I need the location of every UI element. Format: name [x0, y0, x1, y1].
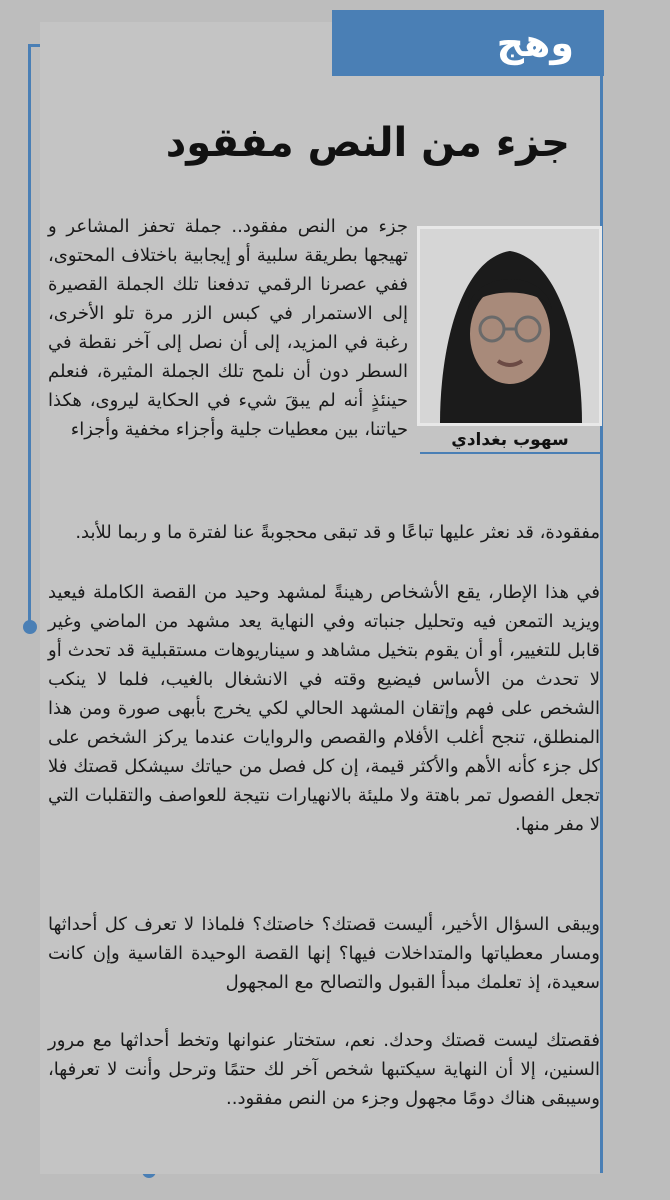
- article-paragraph-1: جزء من النص مفقود.. جملة تحفز المشاعر و تهيجها بطريقة سلبية أو إيجابية باختلاف المحتوى، ففي عصرنا الرقمي تدفعنا تلك الجملة القصيرة إلى الاستمرار في كبس الزر مرة تلو الأخرى، رغبة في المزيد، إلى أن نصل إلى آخر نقطة في السطر دون أن نلمح تلك الجملة المثيرة، فنعلم حينئذٍ أنه لم يبقَ شيء في الحكاية ليروى، هكذا حياتنا، بين معطيات جلية وأجزاء مخفية وأجزاء: [48, 216, 408, 440]
- frame-line-left: [28, 44, 31, 628]
- section-label: وهج: [496, 21, 574, 65]
- author-photo: [417, 226, 602, 426]
- article-paragraph-3: في هذا الإطار، يقع الأشخاص رهينةً لمشهد وحيد من القصة الكاملة فيعيد ويزيد التمعن فيه وتحليل جنباته وفي النهاية يعد مشهد من الماضي وغير قابل للتغيير، أو أن يقوم بتخيل مشاهد و سيناريوهات مستقبلية قد تحدث أو لا تحدث من الأساس فيضيع وقته في الانشغال بالغيب، فلما لا ينكب الشخص على فهم وإتقان المشهد الحالي لكي يخرج بأبهى صورة ومن هذا المنطلق، تنجح أغلب الأفلام والقصص والروايات عندما يركز الشخص على كل جزء كأنه الأهم والأكثر قيمة، إن كل فصل من حياتك سيشكل قصتك فلا تجعل الفصول تمر باهتة ولا مليئة بالانهيارات نتيجة للعواصف والتقلبات التي لا مفر منها.: [48, 582, 600, 835]
- author-name: سهوب بغدادي: [451, 430, 569, 450]
- article-paragraph-5: فقصتك ليست قصتك وحدك. نعم، ستختار عنوانها وتخط أحداثها مع مرور السنين، إلا أن النهاية سيكتبها شخص آخر لك حتمًا وترحل وأنت لا تعرفها، وسيبقى هناك دومًا مجهول وجزء من النص مفقود..: [48, 1030, 600, 1109]
- article-paragraph-2: مفقودة، قد نعثر عليها تباعًا و قد تبقى محجوبةً عنا لفترة ما و ربما للأبد.: [75, 522, 600, 543]
- section-banner: [332, 10, 604, 76]
- author-portrait-icon: [420, 229, 599, 423]
- article-paragraph-4: ويبقى السؤال الأخير، أليست قصتك؟ خاصتك؟ فلماذا لا تعرف كل أحداثها ومسار معطياتها والمتداخلات فيها؟ إنها القصة الوحيدة القاسية وإن كانت سعيدة، إذ تعلمك مبدأ القبول والتصالح مع المجهول: [48, 914, 600, 993]
- author-underline: [420, 452, 600, 454]
- frame-dot-left: [23, 620, 37, 634]
- article-title: جزء من النص مفقود: [165, 120, 570, 166]
